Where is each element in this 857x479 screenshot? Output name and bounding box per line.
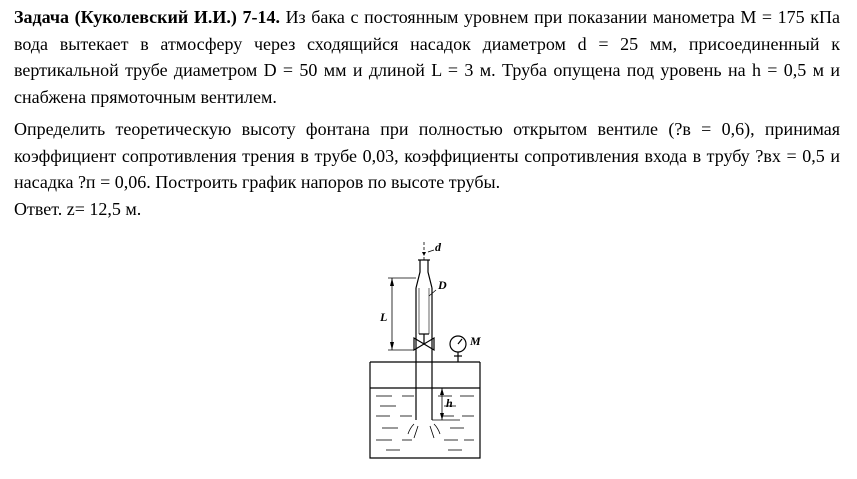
nozzle	[416, 260, 432, 288]
problem-text	[14, 4, 840, 222]
tank-diagram-drawing	[352, 238, 502, 466]
problem-question: Определить теоретическую высоту фонтана при полностью открытом вентиле (?в = 0,6), принимая коэффициент сопротивления трения в трубе 0,03, коэффициенты сопротивления входа в трубу ?вх = 0,5 и насадка ?п = 0,06. Построить график напоров по высоте трубы.	[14, 119, 840, 192]
label-L: L	[380, 310, 388, 324]
label-M: M	[470, 334, 481, 348]
tank-walls	[370, 362, 480, 458]
tank-diagram	[352, 238, 502, 466]
problem-statement	[14, 4, 840, 110]
label-D: D	[438, 278, 447, 292]
label-h: h	[446, 396, 453, 410]
problem-heading: Задача (Куколевский И.И.) 7-14.	[14, 7, 280, 27]
inlet-flow	[408, 424, 440, 438]
label-d: d	[435, 240, 441, 254]
statement-text: Из бака с постоянным уровнем при показании манометра М = 175 кПа вода вытекает в атмосферу через сходящийся насадок диаметром d = 25 мм, присоединенный к вертикальной трубе диаметром D = 50 мм и длиной L = 3 м. Труба опущена под уровень на h = 0,5 м и снабжена прямоточным вентилем.	[14, 7, 841, 107]
water-hatch	[376, 396, 474, 450]
problem-answer: Ответ. z= 12,5 м.	[14, 198, 142, 219]
